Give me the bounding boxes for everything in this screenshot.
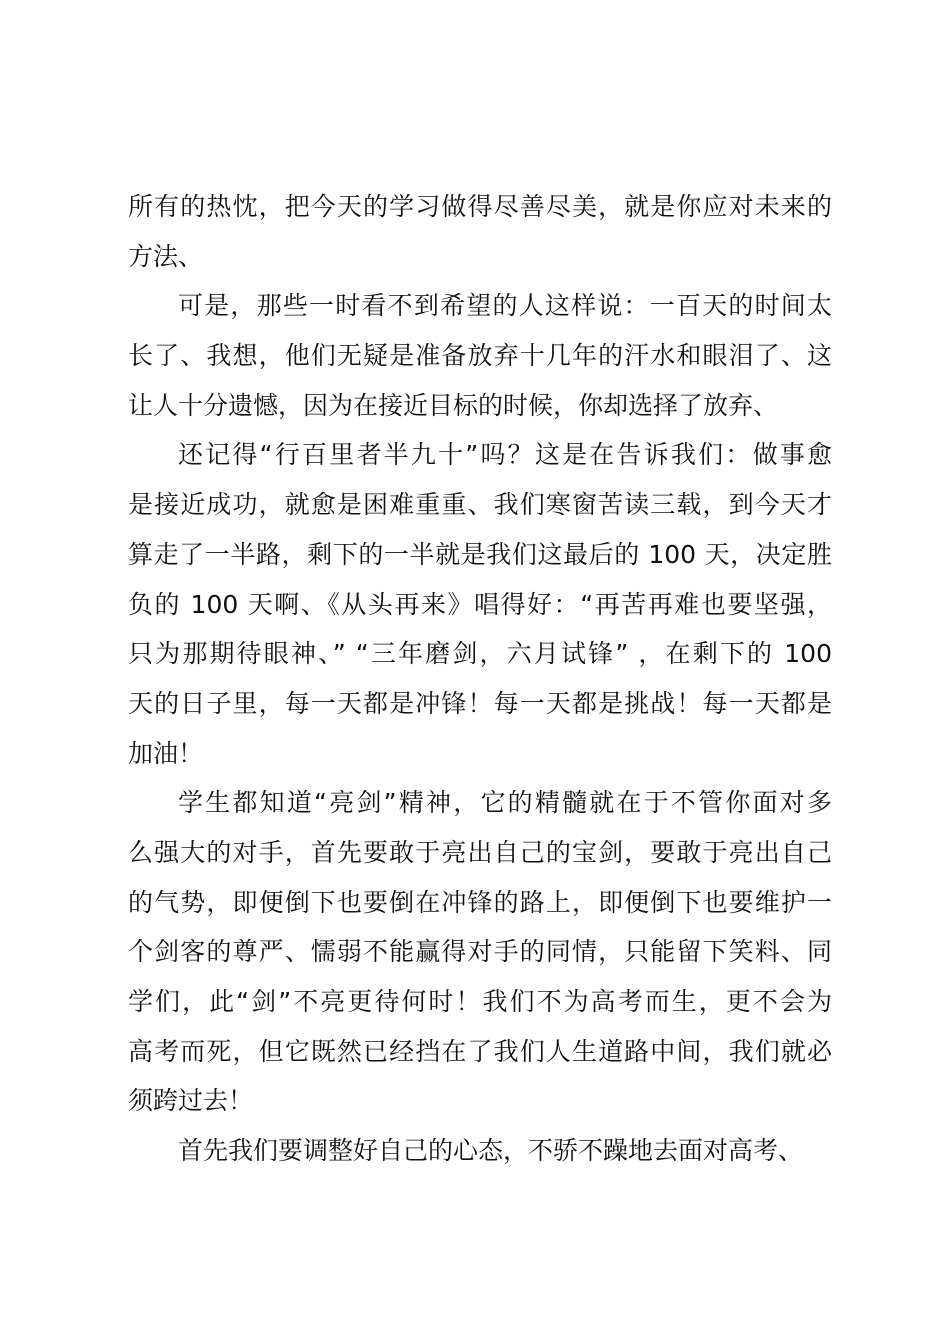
text-line: 个剑客的尊严、懦弱不能赢得对手的同情，只能留下笑料、同 (128, 937, 832, 967)
text-line: 方法、 (128, 241, 204, 271)
text-line: 只为那期待眼神、” “三年磨剑，六月试锋” ，在剩下的 100 (128, 639, 832, 669)
text-line: 长了、我想，他们无疑是准备放弃十几年的汗水和眼泪了、这 (128, 341, 832, 371)
text-line: 首先我们要调整好自己的心态，不骄不躁地去面对高考、 (178, 1136, 804, 1166)
text-line: 天的日子里，每一天都是冲锋！每一天都是挑战！每一天都是 (128, 688, 832, 718)
text-line: 算走了一半路，剩下的一半就是我们这最后的 100 天，决定胜 (128, 539, 832, 569)
text-line: 须跨过去！ (128, 1086, 254, 1116)
text-line: 高考而死，但它既然已经挡在了我们人生道路中间，我们就必 (128, 1036, 832, 1066)
text-line: 加油！ (128, 738, 204, 768)
text-line: 学们，此“剑”不亮更待何时！我们不为高考而生，更不会为 (128, 987, 832, 1016)
body-text (128, 182, 832, 1176)
text-line: 可是，那些一时看不到希望的人这样说：一百天的时间太 (178, 291, 832, 321)
text-line: 学生都知道“亮剑”精神，它的精髓就在于不管你面对多 (178, 788, 832, 818)
text-line: 的气势，即便倒下也要倒在冲锋的路上，即便倒下也要维护一 (128, 887, 832, 917)
text-line: 负的 100 天啊、《从头再来》唱得好：“再苦再难也要坚强， (128, 589, 832, 619)
text-line: 还记得“行百里者半九十”吗？这是在告诉我们：做事愈 (178, 440, 832, 470)
text-line: 所有的热忱，把今天的学习做得尽善尽美，就是你应对未来的 (128, 192, 832, 221)
text-line: 让人十分遗憾，因为在接近目标的时候，你却选择了放弃、 (128, 390, 779, 420)
text-line: 是接近成功，就愈是困难重重、我们寒窗苦读三载，到今天才 (128, 490, 832, 520)
text-line: 么强大的对手，首先要敢于亮出自己的宝剑，要敢于亮出自己 (128, 837, 832, 867)
